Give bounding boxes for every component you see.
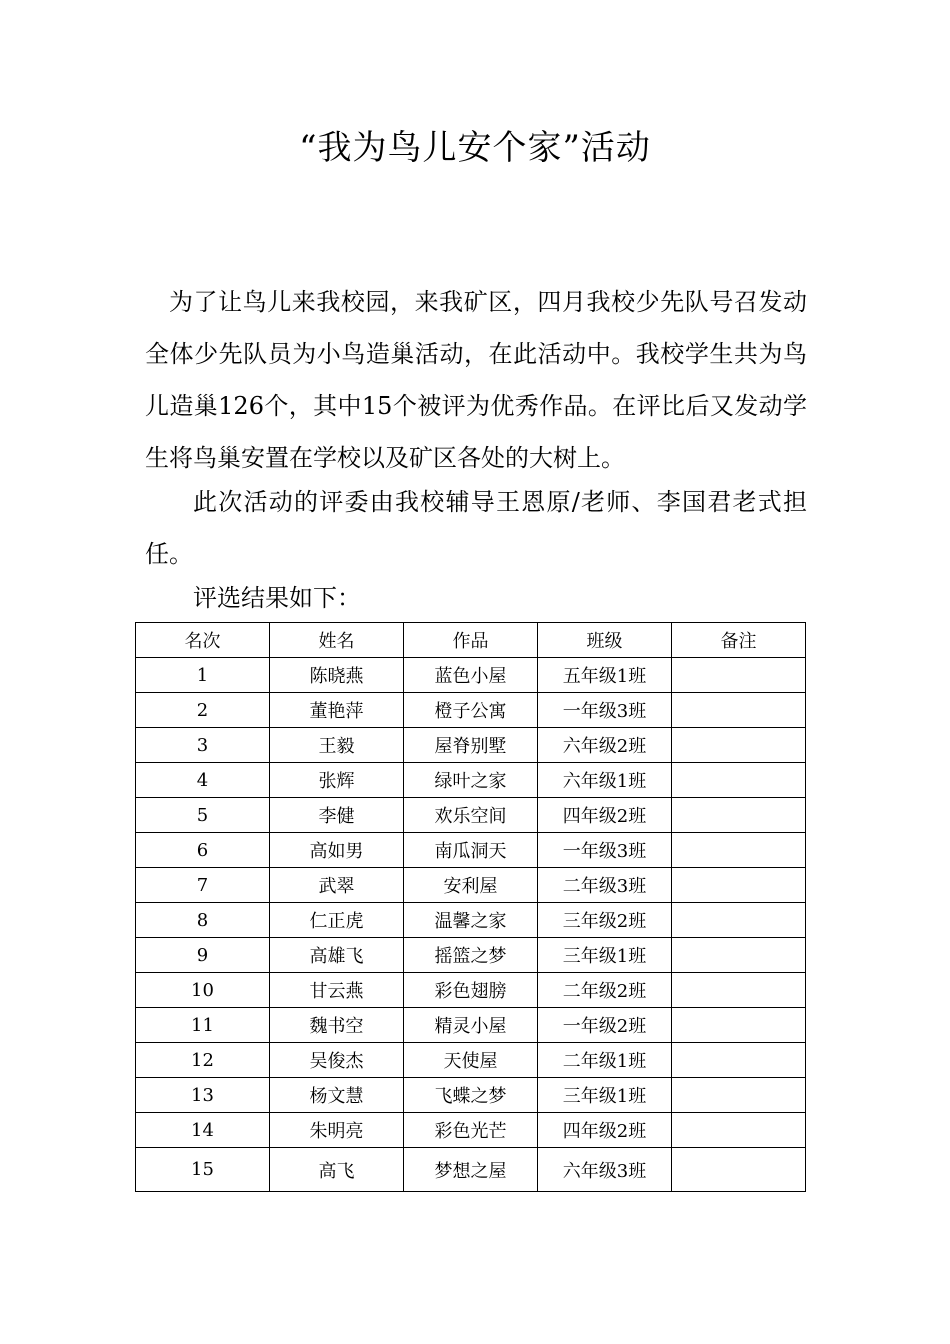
cell-rank: 8 [136, 903, 270, 938]
cell-name: 陈晓燕 [270, 658, 404, 693]
cell-rank: 12 [136, 1043, 270, 1078]
table-row [136, 658, 806, 693]
cell-rank: 13 [136, 1078, 270, 1113]
cell-rank: 9 [136, 938, 270, 973]
cell-remarks [672, 693, 806, 728]
table-row [136, 1148, 806, 1192]
cell-rank: 14 [136, 1113, 270, 1148]
header-remarks: 备注 [672, 623, 806, 658]
cell-remarks [672, 833, 806, 868]
cell-name: 高雄飞 [270, 938, 404, 973]
table-row [136, 973, 806, 1008]
header-work: 作品 [404, 623, 538, 658]
cell-class: 六年级3班 [538, 1148, 672, 1192]
cell-class: 四年级2班 [538, 798, 672, 833]
cell-work: 绿叶之家 [404, 763, 538, 798]
table-row [136, 903, 806, 938]
cell-remarks [672, 1148, 806, 1192]
cell-remarks [672, 1043, 806, 1078]
cell-remarks [672, 1008, 806, 1043]
header-rank: 名次 [136, 623, 270, 658]
cell-name: 李健 [270, 798, 404, 833]
cell-rank: 10 [136, 973, 270, 1008]
table-row [136, 728, 806, 763]
cell-class: 三年级1班 [538, 938, 672, 973]
table-row [136, 763, 806, 798]
table-row [136, 1008, 806, 1043]
cell-work: 蓝色小屋 [404, 658, 538, 693]
cell-remarks [672, 763, 806, 798]
cell-remarks [672, 973, 806, 1008]
cell-remarks [672, 903, 806, 938]
cell-rank: 6 [136, 833, 270, 868]
cell-rank: 5 [136, 798, 270, 833]
cell-work: 天使屋 [404, 1043, 538, 1078]
cell-name: 仁正虎 [270, 903, 404, 938]
cell-remarks [672, 798, 806, 833]
cell-class: 五年级1班 [538, 658, 672, 693]
cell-work: 飞蝶之梦 [404, 1078, 538, 1113]
cell-name: 吴俊杰 [270, 1043, 404, 1078]
header-class: 班级 [538, 623, 672, 658]
cell-class: 一年级3班 [538, 833, 672, 868]
results-table [135, 622, 806, 1192]
table-row [136, 833, 806, 868]
cell-class: 六年级1班 [538, 763, 672, 798]
cell-name: 魏书空 [270, 1008, 404, 1043]
cell-work: 屋脊别墅 [404, 728, 538, 763]
table-row [136, 1078, 806, 1113]
cell-name: 朱明亮 [270, 1113, 404, 1148]
table-row [136, 798, 806, 833]
table-header-row [136, 623, 806, 658]
cell-class: 四年级2班 [538, 1113, 672, 1148]
cell-work: 欢乐空间 [404, 798, 538, 833]
cell-class: 一年级3班 [538, 693, 672, 728]
cell-rank: 7 [136, 868, 270, 903]
cell-name: 高飞 [270, 1148, 404, 1192]
cell-work: 彩色翅膀 [404, 973, 538, 1008]
cell-class: 二年级2班 [538, 973, 672, 1008]
cell-class: 二年级1班 [538, 1043, 672, 1078]
cell-rank: 3 [136, 728, 270, 763]
table-row [136, 693, 806, 728]
cell-work: 安利屋 [404, 868, 538, 903]
cell-name: 甘云燕 [270, 973, 404, 1008]
table-row [136, 1043, 806, 1078]
page-title: “我为鸟儿安个家”活动 [299, 128, 651, 168]
header-name: 姓名 [270, 623, 404, 658]
cell-name: 杨文慧 [270, 1078, 404, 1113]
cell-name: 张辉 [270, 763, 404, 798]
cell-rank: 1 [136, 658, 270, 693]
cell-class: 一年级2班 [538, 1008, 672, 1043]
cell-rank: 4 [136, 763, 270, 798]
cell-remarks [672, 938, 806, 973]
table-row [136, 1113, 806, 1148]
cell-class: 六年级2班 [538, 728, 672, 763]
table-row [136, 938, 806, 973]
cell-work: 精灵小屋 [404, 1008, 538, 1043]
results-intro: 评选结果如下： [193, 584, 361, 612]
cell-name: 武翠 [270, 868, 404, 903]
results-body [136, 658, 806, 1192]
cell-rank: 11 [136, 1008, 270, 1043]
cell-class: 二年级3班 [538, 868, 672, 903]
table-row [136, 868, 806, 903]
cell-remarks [672, 658, 806, 693]
cell-work: 南瓜洞天 [404, 833, 538, 868]
cell-work: 橙子公寓 [404, 693, 538, 728]
cell-work: 梦想之屋 [404, 1148, 538, 1192]
cell-rank: 2 [136, 693, 270, 728]
cell-class: 三年级1班 [538, 1078, 672, 1113]
cell-work: 摇篮之梦 [404, 938, 538, 973]
judges-paragraph: 此次活动的评委由我校辅导王恩原/老师、李国君老式担任。 [145, 488, 807, 568]
cell-name: 董艳萍 [270, 693, 404, 728]
cell-name: 高如男 [270, 833, 404, 868]
cell-name: 王毅 [270, 728, 404, 763]
cell-remarks [672, 1078, 806, 1113]
cell-class: 三年级2班 [538, 903, 672, 938]
cell-remarks [672, 1113, 806, 1148]
intro-paragraph: 为了让鸟儿来我校园，来我矿区，四月我校少先队号召发动全体少先队员为小鸟造巢活动，在此活动中。我校学生共为鸟儿造巢126个，其中15个被评为优秀作品。在评比后又发动学生将鸟巢安置在学校以及矿区各处的大树上。 [145, 288, 807, 472]
cell-remarks [672, 868, 806, 903]
cell-rank: 15 [136, 1148, 270, 1192]
cell-work: 温馨之家 [404, 903, 538, 938]
cell-remarks [672, 728, 806, 763]
cell-work: 彩色光芒 [404, 1113, 538, 1148]
